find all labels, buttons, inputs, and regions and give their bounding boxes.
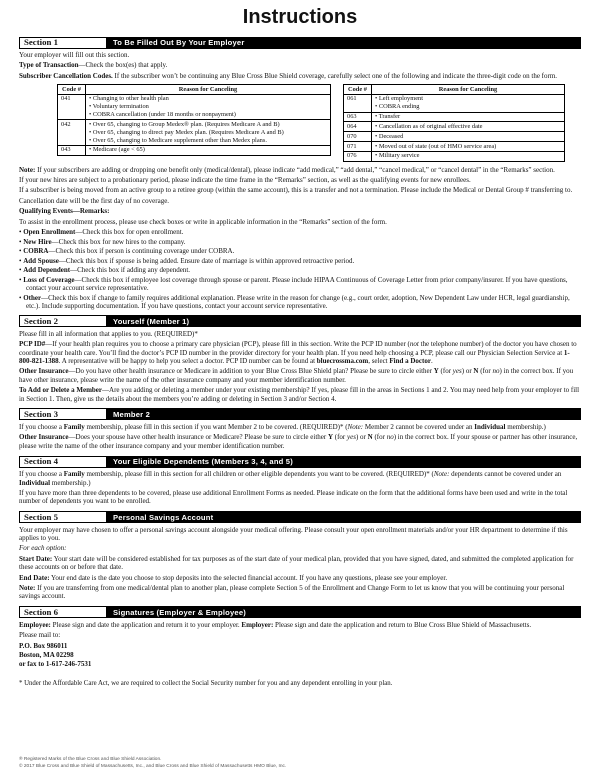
section-1-title: To Be Filled Out By Your Employer bbox=[107, 37, 581, 49]
affordable-care-act-footnote: * Under the Affordable Care Act, we are required to collect the Social Security number for you and any dependent enrolling in your plan. bbox=[19, 679, 393, 687]
cancel-reason-cell: • Cancellation as of original effective date bbox=[372, 122, 565, 132]
s1-bullet-open-enrollment: • Open Enrollment—Check this box for open enrollment. bbox=[19, 228, 184, 237]
table-header-row bbox=[58, 85, 331, 95]
s1-qualifying-events-heading: Qualifying Events—Remarks: bbox=[19, 207, 110, 216]
section-5-header bbox=[19, 511, 581, 523]
cancellation-code-tables bbox=[57, 84, 581, 162]
cancel-code-cell: 076 bbox=[344, 151, 372, 161]
s3-family-membership-paragraph: If you choose a Family membership, please fill in this section if you want Member 2 to be covered. (REQUIRED)* (Note: Member 2 cannot be covered under an Individual membership.) bbox=[19, 422, 546, 431]
legal-footer bbox=[19, 756, 581, 770]
cancel-code-cell: 070 bbox=[344, 132, 372, 142]
code-column-header: Code # bbox=[58, 85, 86, 95]
section-6-title: Signatures (Employer & Employee) bbox=[107, 606, 581, 618]
table-header-row bbox=[344, 85, 565, 95]
s1-cancellation-date-paragraph: Cancellation date will be the first day of no coverage. bbox=[19, 196, 170, 205]
s1-bullet-cobra: • COBRA—Check this box if person is continuing coverage under COBRA. bbox=[19, 247, 235, 256]
section-4-title: Your Eligible Dependents (Members 3, 4, and 5) bbox=[107, 456, 581, 468]
reason-column-header: Reason for Canceling bbox=[86, 85, 331, 95]
mailing-address bbox=[19, 642, 581, 670]
table-row bbox=[344, 142, 565, 152]
s2-intro-paragraph: Please fill in all information that applies to you. (REQUIRED)* bbox=[19, 329, 198, 338]
section-2-header bbox=[19, 315, 581, 327]
table-row bbox=[58, 120, 331, 145]
s5-note-paragraph: Note: If you are transferring from one medical/dental plan to another plan, please complete Section 5 of the Enrollment and Change Form to let us know that you will be continuing your personal savings account. bbox=[19, 584, 565, 601]
cancel-code-cell: 063 bbox=[344, 112, 372, 122]
s1-type-of-transaction: Type of Transaction—Check the box(es) that apply. bbox=[19, 61, 168, 70]
cancel-reason-cell: • Left employment • COBRA ending bbox=[372, 94, 565, 112]
section-6-number: Section 6 bbox=[19, 606, 107, 618]
s1-qualifying-events-intro: To assist in the enrollment process, please use check boxes or write in applicable information in the “Remarks” section of the form. bbox=[19, 217, 387, 226]
footer-copyright: © 2017 Blue Cross and Blue Shield of Massachusetts, Inc., and Blue Cross and Blue Shield of Massachusetts HMO Blue, Inc. bbox=[19, 763, 287, 769]
cancel-reason-cell: • Medicare (age < 65) bbox=[86, 145, 331, 155]
page-title: Instructions bbox=[242, 6, 358, 28]
s2-pcp-id-paragraph: PCP ID#—If your health plan requires you to choose a primary care physician (PCP), please fill in this section. Write the PCP ID number (not the telephone number) of the doctor you have chosen to coordinate your health care. You’ll find the doctor’s PCP ID number in the provider directory for your health plan. If you need help choosing a PCP, please call our Physician Selection Service at 1-800-821-1388. A representative will be happy to help you select a doctor. PCP ID number can be found at bluecrossma.com, select Find a Doctor. bbox=[19, 340, 577, 366]
s1-new-hires-paragraph: If your new hires are subject to a probationary period, please indicate the time frame in the “Remarks” section, as well as the qualifying events for new enrollees. bbox=[19, 176, 471, 185]
code-column-header: Code # bbox=[344, 85, 372, 95]
section-1-number: Section 1 bbox=[19, 37, 107, 49]
table-row bbox=[344, 151, 565, 161]
section-3-header bbox=[19, 408, 581, 420]
section-2-number: Section 2 bbox=[19, 315, 107, 327]
s1-intro-paragraph: Your employer will fill out this section. bbox=[19, 51, 130, 59]
s5-end-date-paragraph: End Date: Your end date is the date you choose to stop deposits into the selected financial account. If you have any questions, please see your employer. bbox=[19, 573, 448, 582]
table-row bbox=[58, 94, 331, 119]
s3-other-insurance-paragraph: Other Insurance—Does your spouse have other health insurance or Medicare? Please be sure to circle either Y (for yes) or N (for no) in the correct box. If your spouse or partner has other insurance, please write the name of the other insurance company and your member identification number. bbox=[19, 433, 578, 450]
cancel-code-cell: 041 bbox=[58, 94, 86, 119]
s1-note-paragraph: Note: If your subscribers are adding or dropping one benefit only (medical/dental), please indicate “add medical,” “add dental,” “cancel medical,” or “cancel dental” in the “Remarks” section. bbox=[19, 165, 555, 174]
footer-registered-marks: ® Registered Marks of the Blue Cross and Blue Shield Association. bbox=[19, 756, 162, 762]
address-po-box: P.O. Box 986011 bbox=[19, 641, 68, 650]
section-3-number: Section 3 bbox=[19, 408, 107, 420]
section-3-title: Member 2 bbox=[107, 408, 581, 420]
cancel-code-cell: 064 bbox=[344, 122, 372, 132]
cancellation-table-right bbox=[343, 84, 565, 162]
s5-each-option-label: For each option: bbox=[19, 544, 67, 553]
cancel-code-cell: 061 bbox=[344, 94, 372, 112]
section-2-title: Yourself (Member 1) bbox=[107, 315, 581, 327]
section-6-header bbox=[19, 606, 581, 618]
s2-add-delete-member-paragraph: To Add or Delete a Member—Are you adding or deleting a member under your existing membership? If yes, please fill in the areas in Sections 1 and 2. You may need help from your employer to fill in Section 1. Then, give us the details about the members you’re adding or deleting in Section 3 and/or Section 4. bbox=[19, 386, 580, 403]
s1-retiree-transfer-paragraph: If a subscriber is being moved from an active group to a retiree group (within the same account), this is a transfer and not a termination. Please include the Medical or Dental Group # transferring to. bbox=[19, 186, 573, 195]
s6-mail-to-label: Please mail to: bbox=[19, 631, 61, 640]
cancel-reason-cell: • Deceased bbox=[372, 132, 565, 142]
section-1-header bbox=[19, 37, 581, 49]
cancel-reason-cell: • Over 65, changing to Group Medex® plan. (Requires Medicare A and B) • Over 65, changing to direct pay Medex plan. (Requires Medicare A and B) • Over 65, changing to Medicare supplement other than Medex plans. bbox=[86, 120, 331, 145]
s4-family-membership-paragraph: If you choose a Family membership, please fill in this section for all children or other eligible dependents you want to be covered. (REQUIRED)* (Note: dependents cannot be covered under an Individual membership.) bbox=[19, 470, 562, 487]
cancellation-table-left bbox=[57, 84, 331, 156]
table-row bbox=[344, 132, 565, 142]
cancel-code-cell: 042 bbox=[58, 120, 86, 145]
s5-intro-paragraph: Your employer may have chosen to offer a personal savings account alongside your medical offering. Please consult your open enrollment materials and/or your HR department to determine if this applies to you. bbox=[19, 525, 568, 543]
s1-bullet-add-spouse: • Add Spouse—Check this box if spouse is being added. Ensure date of marriage is within approved retroactive period. bbox=[19, 256, 355, 265]
cancel-reason-cell: • Changing to other health plan • Voluntary termination • COBRA cancellation (under 18 months or nonpayment) bbox=[86, 94, 331, 119]
table-row bbox=[58, 145, 331, 155]
s5-start-date-paragraph: Start Date: Your start date will be considered established for tax purposes as of the start date of your medical plan, provided that you have signed, dated, and submitted the completed application for these accounts on or before that date. bbox=[19, 554, 574, 572]
s1-cancellation-codes-intro: Subscriber Cancellation Codes. If the subscriber won’t be continuing any Blue Cross Blue Shield coverage, carefully select one of the following and indicate the three-digit code on the form. bbox=[19, 71, 558, 80]
section-5-number: Section 5 bbox=[19, 511, 107, 523]
s2-other-insurance-paragraph: Other Insurance—Do you have other health insurance or Medicare in addition to your Blue Cross Blue Shield plan? Please be sure to circle either Y (for yes) or N (for no) in the correct box. If you have other insurance, please write the name of the other insurance company and your member identification number. bbox=[19, 367, 574, 384]
table-row bbox=[344, 122, 565, 132]
s4-additional-forms-paragraph: If you have more than three dependents to be covered, please use additional Enrollment Forms as needed. Please indicate on the form that the additional forms have been used and write in the total number of dependents you want to be enrolled. bbox=[19, 488, 568, 506]
cancel-code-cell: 071 bbox=[344, 142, 372, 152]
section-5-title: Personal Savings Account bbox=[107, 511, 581, 523]
section-4-number: Section 4 bbox=[19, 456, 107, 468]
fax-number: or fax to 1-617-246-7531 bbox=[19, 660, 92, 669]
s1-bullet-new-hire: • New Hire—Check this box for new hires to the company. bbox=[19, 237, 186, 246]
cancel-reason-cell: • Military service bbox=[372, 151, 565, 161]
s1-bullet-loss-of-coverage: • Loss of Coverage—Check this box if employee lost coverage through spouse or parent. Please include HIPAA Continuous of Coverage Letter from prior company/insurer. If you have questions, contact your account service representative. bbox=[19, 275, 568, 293]
s1-bullet-add-dependent: • Add Dependent—Check this box if adding any dependent. bbox=[19, 266, 191, 275]
reason-column-header: Reason for Canceling bbox=[372, 85, 565, 95]
cancel-reason-cell: • Moved out of state (out of HMO service area) bbox=[372, 142, 565, 152]
s1-bullet-other: • Other—Check this box if change to family requires additional explanation. Please write in the reason for change (e.g., court order, adoption, New Dependent Law under HCR, legal guardianship, etc.). Include supporting documentation. If you have questions, contact your account service representative. bbox=[19, 293, 570, 311]
cancel-code-cell: 043 bbox=[58, 145, 86, 155]
table-row bbox=[344, 94, 565, 112]
address-city-state-zip: Boston, MA 02298 bbox=[19, 651, 74, 660]
table-row bbox=[344, 112, 565, 122]
section-4-header bbox=[19, 456, 581, 468]
cancel-reason-cell: • Transfer bbox=[372, 112, 565, 122]
s6-signature-instructions: Employee: Please sign and date the application and return it to your employer. Employer: Please sign and date the application and return to Blue Cross Blue Shield of Massachusetts. bbox=[19, 620, 532, 629]
